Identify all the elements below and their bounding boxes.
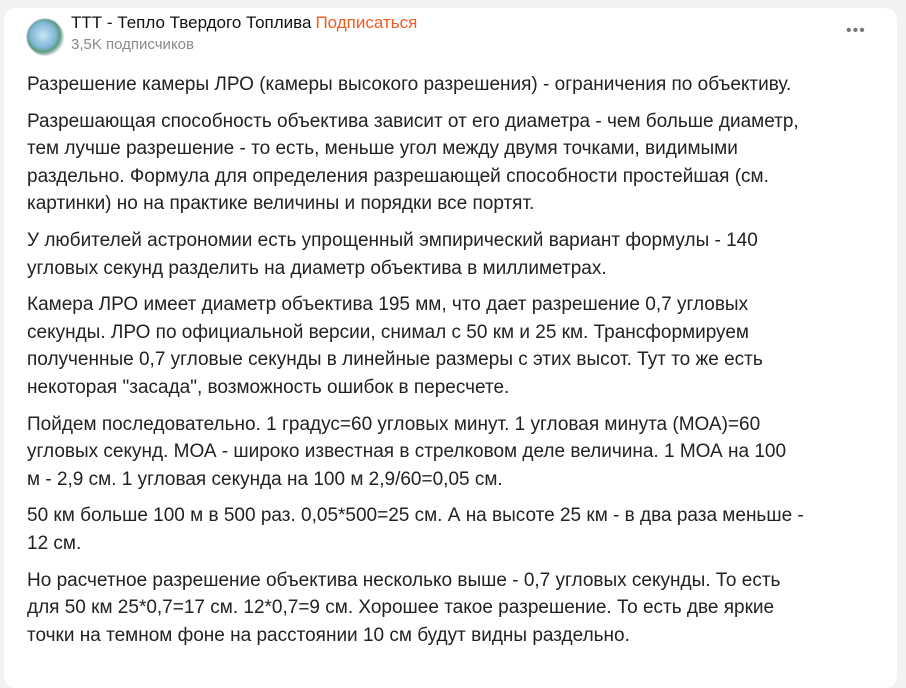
text-line: картинки) но на практике величины и порядки все портят. (27, 193, 535, 215)
text-line: угловых секунд разделить на диаметр объектива в миллиметрах. (27, 257, 607, 279)
text-line: Разрешение камеры ЛРО (камеры высокого разрешения) - ограничения по объективу. (27, 74, 792, 95)
paragraph (27, 411, 887, 494)
text-line: тем лучше разрешение - то есть, меньше угол между двумя точками, видимыми (27, 138, 738, 160)
text-line: точки на темном фоне на расстоянии 10 см будут видны раздельно. (27, 624, 630, 646)
text-line: Пойдем последовательно. 1 градус=60 угловых минут. 1 угловая минута (МОА)=60 (27, 413, 761, 435)
text-line: У любителей астрономии есть упрощенный эмпирический вариант формулы - 140 (27, 229, 758, 251)
paragraph (27, 502, 887, 557)
paragraph (27, 71, 887, 99)
text-line: полученные 0,7 угловые секунды в линейные размеры с этих высот. Тут то же есть (27, 349, 763, 371)
text-line: некоторая "засада", возможность ошибок в пересчете. (27, 376, 510, 398)
text-line: раздельно. Формула для определения разрешающей способности простейшая (см. (27, 165, 769, 187)
paragraph (27, 227, 887, 282)
post-card (4, 8, 897, 688)
text-line: угловых секунд. МОА - широко известная в стрелковом деле величина. 1 МОА на 100 (27, 441, 787, 463)
text-line: Разрешающая способность объектива зависит от его диаметра - чем больше диаметр, (27, 110, 799, 132)
subscriber-count: 3,5K подписчиков (71, 36, 194, 53)
text-line: 12 см. (27, 532, 82, 554)
subscribe-button[interactable]: Подписаться (315, 13, 418, 32)
channel-name[interactable]: ТТТ - Тепло Твердого Топлива (71, 13, 312, 32)
paragraph (27, 567, 887, 650)
more-horizontal-icon[interactable]: ••• (846, 22, 866, 39)
post-body (27, 71, 887, 658)
text-line: для 50 км 25*0,7=17 см. 12*0,7=9 см. Хорошее такое разрешение. То есть две яркие (27, 597, 775, 619)
paragraph (27, 291, 887, 401)
text-line: секунды. ЛРО по официальной версии, снимал с 50 км и 25 км. Трансформируем (27, 321, 749, 343)
text-line: Но расчетное разрешение объектива несколько выше - 0,7 угловых секунды. То есть (27, 569, 781, 591)
channel-avatar[interactable] (26, 18, 64, 56)
post-header (71, 13, 417, 33)
text-line: м - 2,9 см. 1 угловая секунда на 100 м 2,9/60=0,05 см. (27, 468, 503, 490)
text-line: Камера ЛРО имеет диаметр объектива 195 мм, что дает разрешение 0,7 угловых (27, 294, 749, 316)
text-line: 50 км больше 100 м в 500 раз. 0,05*500=25 см. А на высоте 25 км - в два раза меньше - (27, 505, 804, 527)
paragraph (27, 108, 887, 218)
